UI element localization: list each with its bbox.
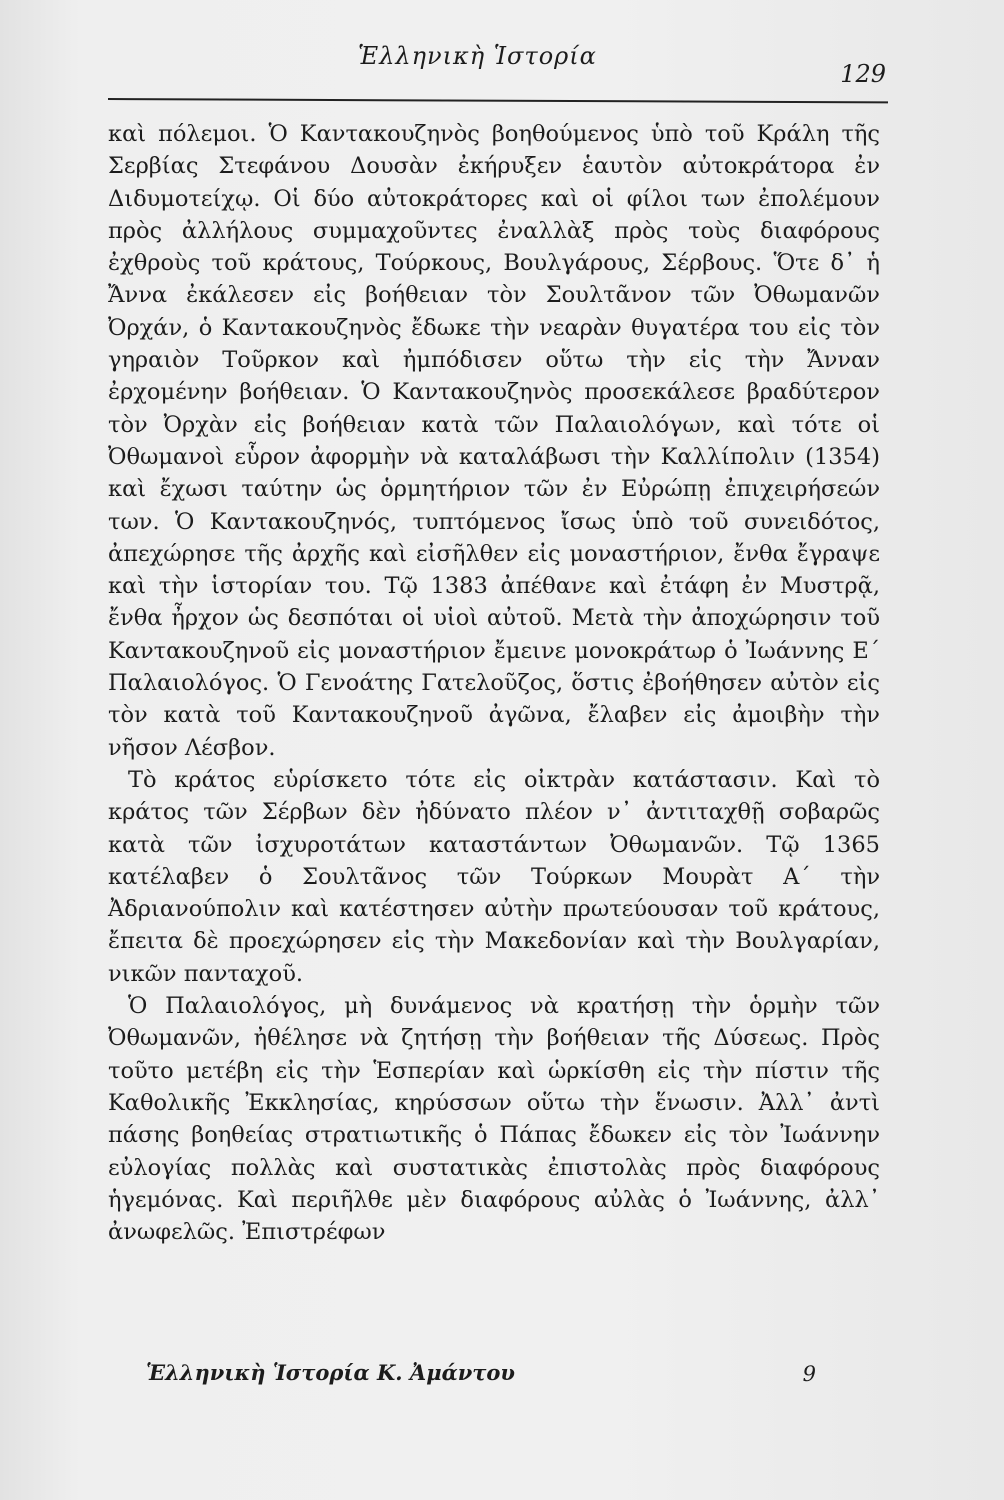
sheet-number: 9	[802, 1362, 816, 1386]
paragraph: καὶ πόλεμοι. Ὁ Καντακουζηνὸς βοηθούμενος ὑπὸ τοῦ Κράλη τῆς Σερβίας Στεφάνου Δουσὰν ἐκήρυξεν ἑαυτὸν αὐτοκράτορα ἐν Διδυμοτείχῳ. Οἱ δύο αὐτοκράτορες καὶ οἱ φίλοι των ἐπολέμουν πρὸς ἀλλήλους συμμαχοῦντες ἐναλλὰξ πρὸς τοὺς διαφόρους ἐχθροὺς τοῦ κράτους, Τούρκους, Βουλγάρους, Σέρβους. Ὅτε δ᾽ ἡ Ἄννα ἐκάλεσεν εἰς βοήθειαν τὸν Σουλτᾶνον τῶν Ὀθωμανῶν Ὀρχάν, ὁ Καντακουζηνὸς ἔδωκε τὴν νεαρὰν θυγατέρα του εἰς τὸν γηραιὸν Τοῦρκον καὶ ἠμπόδισεν οὕτω τὴν εἰς τὴν Ἄνναν ἐρχομένην βοήθειαν. Ὁ Καντακουζηνὸς προσεκάλεσε βραδύτερον τὸν Ὀρχὰν εἰς βοήθειαν κατὰ τῶν Παλαιολόγων, καὶ τότε οἱ Ὀθωμανοὶ εὗρον ἀφορμὴν νὰ καταλάβωσι τὴν Καλλίπολιν (1354) καὶ ἔχωσι ταύτην ὡς ὁρμητήριον τῶν ἐν Εὐρώπῃ ἐπιχειρήσεών των. Ὁ Καντακουζηνός, τυπτόμενος ἴσως ὑπὸ τοῦ συνειδότος, ἀπεχώρησε τῆς ἀρχῆς καὶ εἰσῆλθεν εἰς μοναστήριον, ἔνθα ἔγραψε καὶ τὴν ἱστορίαν του. Τῷ 1383 ἀπέθανε καὶ ἐτάφη ἐν Μυστρᾷ, ἔνθα ἦρχον ὡς δεσπόται οἱ υἱοὶ αὐτοῦ. Μετὰ τὴν ἀποχώρησιν τοῦ Καντακουζηνοῦ εἰς μοναστήριον ἔμεινε μονοκράτωρ ὁ Ἰωάννης Ε΄ Παλαιολόγος. Ὁ Γενοάτης Γατελοῦζος, ὅστις ἐβοήθησεν αὐτὸν εἰς τὸν κατὰ τοῦ Καντακουζηνοῦ ἀγῶνα, ἔλαβεν εἰς ἀμοιβὴν τὴν νῆσον Λέσβον.	[108, 121, 880, 761]
paragraph: Ὁ Παλαιολόγος, μὴ δυνάμενος νὰ κρατήσῃ τὴν ὁρμὴν τῶν Ὀθωμανῶν, ἠθέλησε νὰ ζητήσῃ τὴν βοήθειαν τῆς Δύσεως. Πρὸς τοῦτο μετέβη εἰς τὴν Ἑσπερίαν καὶ ὡρκίσθη εἰς τὴν πίστιν τῆς Καθολικῆς Ἐκκλησίας, κηρύσσων οὕτω τὴν ἕνωσιν. Ἀλλ᾽ ἀντὶ πάσης βοηθείας στρατιωτικῆς ὁ Πάπας ἔδωκεν εἰς τὸν Ἰωάννην εὐλογίας πολλὰς καὶ συστατικὰς ἐπιστολὰς πρὸς διαφόρους ἡγεμόνας. Καὶ περιῆλθε μὲν διαφόρους αὐλὰς ὁ Ἰωάννης, ἀλλ᾽ ἀνωφελῶς. Ἐπιστρέφων	[108, 993, 880, 1246]
paragraph: Τὸ κράτος εὑρίσκετο τότε εἰς οἰκτρὰν κατάστασιν. Καὶ τὸ κράτος τῶν Σέρβων δὲν ἠδύνατο πλέον ν᾽ ἀντιταχθῇ σοβαρῶς κατὰ τῶν ἰσχυροτάτων καταστάντων Ὀθωμανῶν. Τῷ 1365 κατέλαβεν ὁ Σουλτᾶνος τῶν Τούρκων Μουρὰτ Α΄ τὴν Ἀδριανούπολιν καὶ κατέστησεν αὐτὴν πρωτεύουσαν τοῦ κράτους, ἔπειτα δὲ προεχώρησεν εἰς τὴν Μακεδονίαν καὶ τὴν Βουλγαρίαν, νικῶν πανταχοῦ.	[108, 766, 880, 987]
page-number: 129	[840, 60, 886, 88]
running-title: Ἑλληνικὴ Ἱστορία	[358, 42, 597, 70]
page-footer	[146, 1360, 836, 1394]
header-rule	[108, 98, 888, 103]
page-header	[108, 34, 888, 100]
body-text	[108, 118, 880, 1248]
signature-line: Ἑλληνικὴ Ἱστορία Κ. Ἀμάντου	[146, 1360, 516, 1385]
